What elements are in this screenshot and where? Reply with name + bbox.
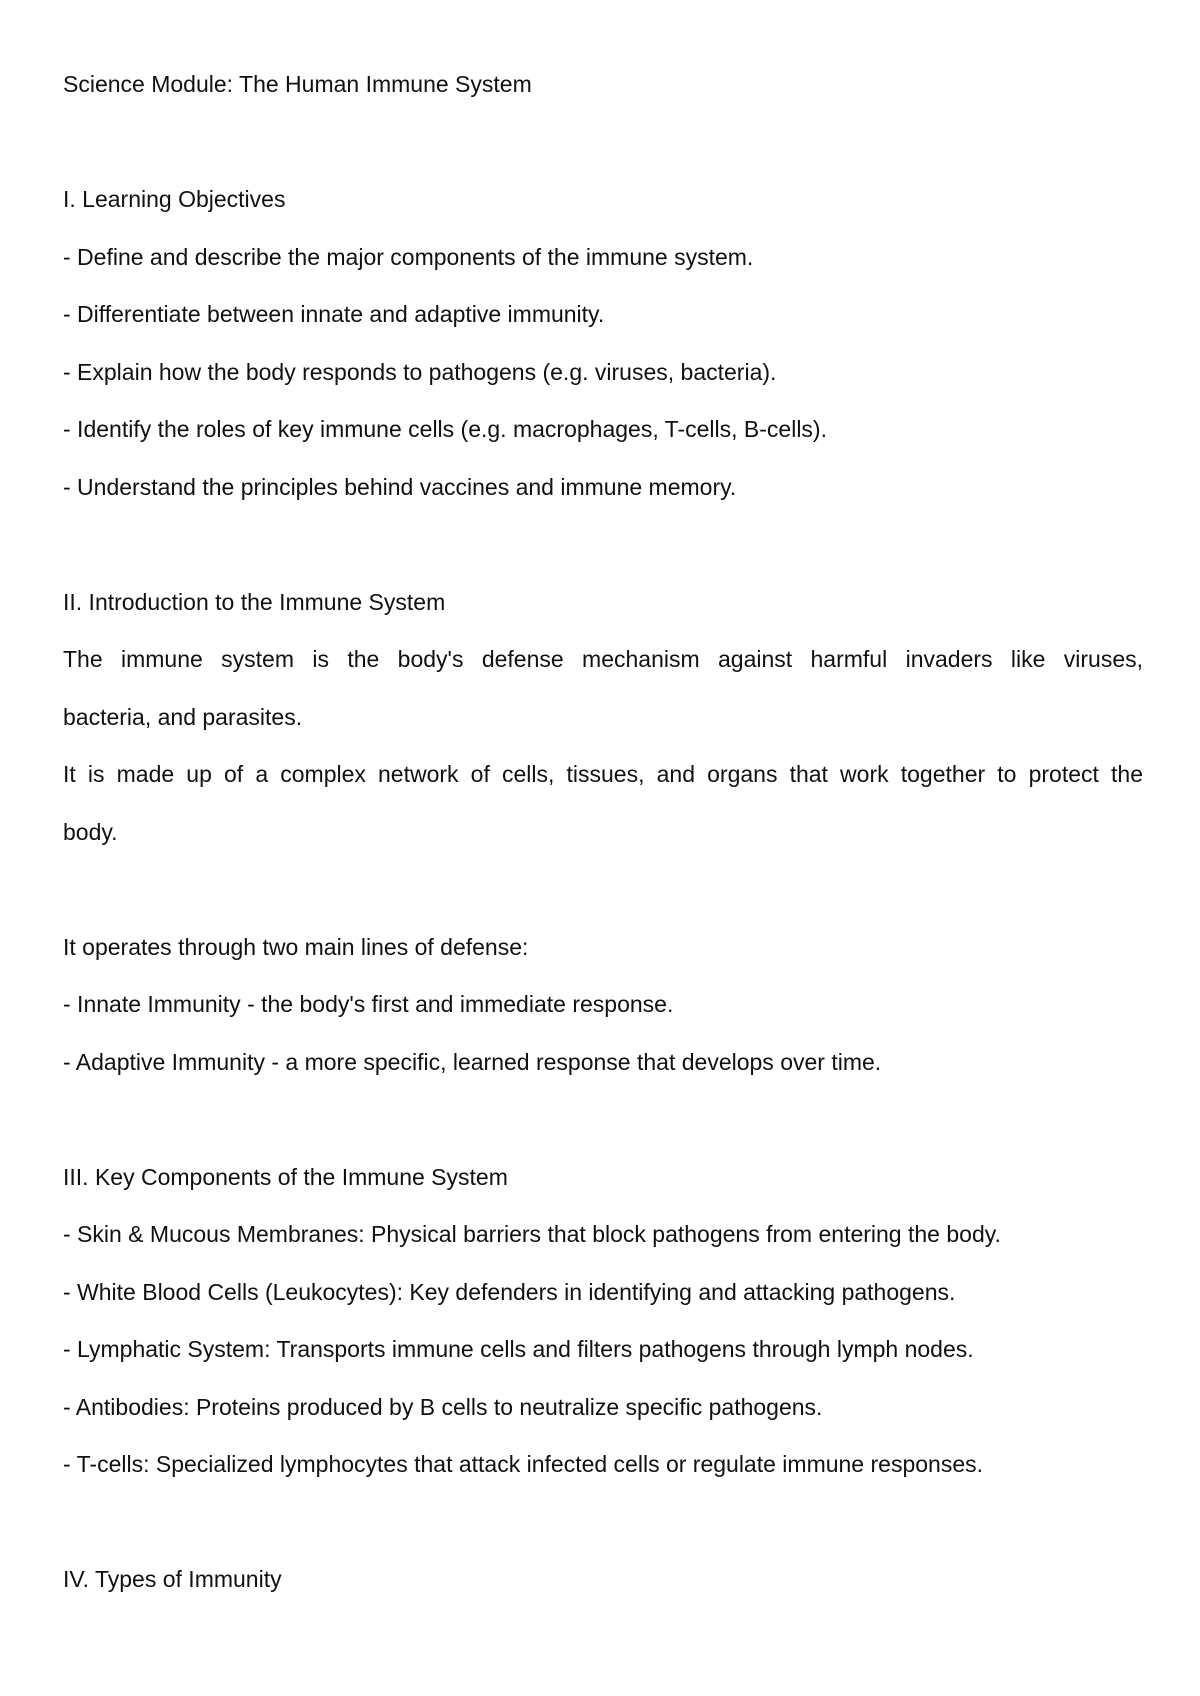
- section-heading-introduction: II. Introduction to the Immune System: [63, 588, 446, 615]
- objective-item: - Differentiate between innate and adaptive immunity.: [63, 301, 605, 327]
- spacer: [63, 126, 1143, 184]
- spacer: [63, 1103, 1143, 1161]
- section-heading-types-of-immunity: IV. Types of Immunity: [63, 1566, 282, 1592]
- spacer: [63, 873, 1143, 931]
- component-item: - White Blood Cells (Leukocytes): Key defenders in identifying and attacking pathogens.: [63, 1278, 956, 1305]
- intro-paragraph-line: bacteria, and parasites.: [63, 703, 303, 730]
- defense-item: - Innate Immunity - the body's first and immediate response.: [63, 991, 674, 1017]
- objective-item: - Define and describe the major components of the immune system.: [63, 243, 754, 270]
- defense-intro-text: It operates through two main lines of defense:: [63, 933, 529, 960]
- objective-item: - Identify the roles of key immune cells (e.g. macrophages, T-cells, B-cells).: [63, 416, 827, 442]
- defense-item: - Adaptive Immunity - a more specific, learned response that develops over time.: [63, 1048, 882, 1075]
- section-heading-key-components: III. Key Components of the Immune System: [63, 1163, 508, 1190]
- document-page: [63, 68, 1143, 1621]
- section-heading-learning-objectives: I. Learning Objectives: [63, 186, 286, 212]
- objective-item: - Explain how the body responds to pathogens (e.g. viruses, bacteria).: [63, 358, 777, 385]
- spacer: [63, 1506, 1143, 1564]
- objective-item: - Understand the principles behind vaccines and immune memory.: [63, 473, 737, 500]
- component-item: - Antibodies: Proteins produced by B cells to neutralize specific pathogens.: [63, 1393, 823, 1420]
- component-item: - Skin & Mucous Membranes: Physical barriers that block pathogens from entering the body.: [63, 1221, 1001, 1247]
- intro-paragraph-line: The immune system is the body's defense mechanism against harmful invaders like viruses,: [63, 646, 1143, 672]
- intro-paragraph-line: It is made up of a complex network of cells, tissues, and organs that work together to protect the: [63, 761, 1143, 787]
- spacer: [63, 528, 1143, 586]
- component-item: - Lymphatic System: Transports immune cells and filters pathogens through lymph nodes.: [63, 1336, 974, 1362]
- intro-paragraph-line: body.: [63, 818, 118, 845]
- component-item: - T-cells: Specialized lymphocytes that attack infected cells or regulate immune responses.: [63, 1451, 983, 1477]
- document-title: Science Module: The Human Immune System: [63, 71, 532, 97]
